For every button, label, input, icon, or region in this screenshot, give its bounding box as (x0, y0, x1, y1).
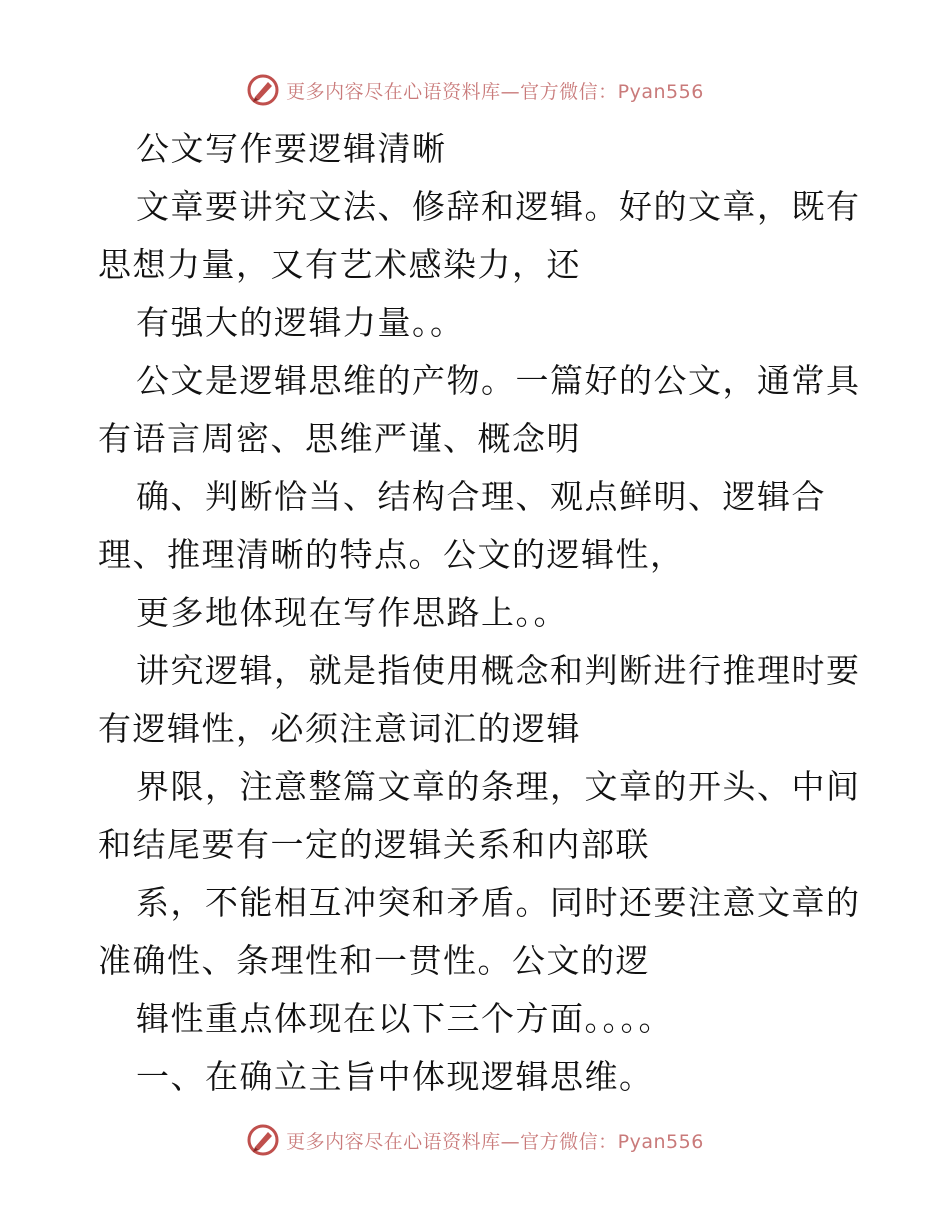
paragraph-line: 公文是逻辑思维的产物。一篇好的公文，通常具 (136, 361, 861, 400)
paragraph-line: 系，不能相互冲突和矛盾。同时还要注意文章的 (136, 883, 861, 922)
paragraph-line: 讲究逻辑，就是指使用概念和判断进行推理时要 (136, 651, 861, 690)
section-heading: 一、在确立主旨中体现逻辑思维。 (136, 1057, 654, 1096)
watermark-text: 更多内容尽在心语资料库—官方微信：Pyan556 (286, 80, 704, 103)
paragraph-line: 理、推理清晰的特点。公文的逻辑性， (98, 535, 685, 574)
paragraph-line: 文章要讲究文法、修辞和逻辑。好的文章，既有 (136, 187, 861, 226)
paragraph-line: 界限，注意整篇文章的条理，文章的开头、中间 (136, 767, 861, 806)
paragraph-line: 和结尾要有一定的逻辑关系和内部联 (98, 825, 650, 864)
pen-nib-logo-icon (246, 73, 280, 107)
paragraph-line: 有强大的逻辑力量。。 (136, 303, 465, 342)
paragraph-line: 有逻辑性，必须注意词汇的逻辑 (98, 709, 581, 748)
paragraph-line: 准确性、条理性和一贯性。公文的逻 (98, 941, 650, 980)
paragraph-line: 更多地体现在写作思路上。。 (136, 593, 568, 632)
paragraph-line: 有语言周密、思维严谨、概念明 (98, 419, 581, 458)
paragraph-line: 思想力量，又有艺术感染力，还 (98, 245, 581, 284)
pen-nib-logo-icon (246, 1123, 280, 1157)
footer-watermark (0, 1120, 950, 1160)
paragraph-line: 辑性重点体现在以下三个方面。。。。 (136, 999, 673, 1038)
paragraph-line: 确、判断恰当、结构合理、观点鲜明、逻辑合 (136, 477, 826, 516)
header-watermark (0, 70, 950, 110)
watermark-text: 更多内容尽在心语资料库—官方微信：Pyan556 (286, 1130, 704, 1153)
document-body (98, 120, 861, 1106)
document-title: 公文写作要逻辑清晰 (136, 129, 447, 168)
